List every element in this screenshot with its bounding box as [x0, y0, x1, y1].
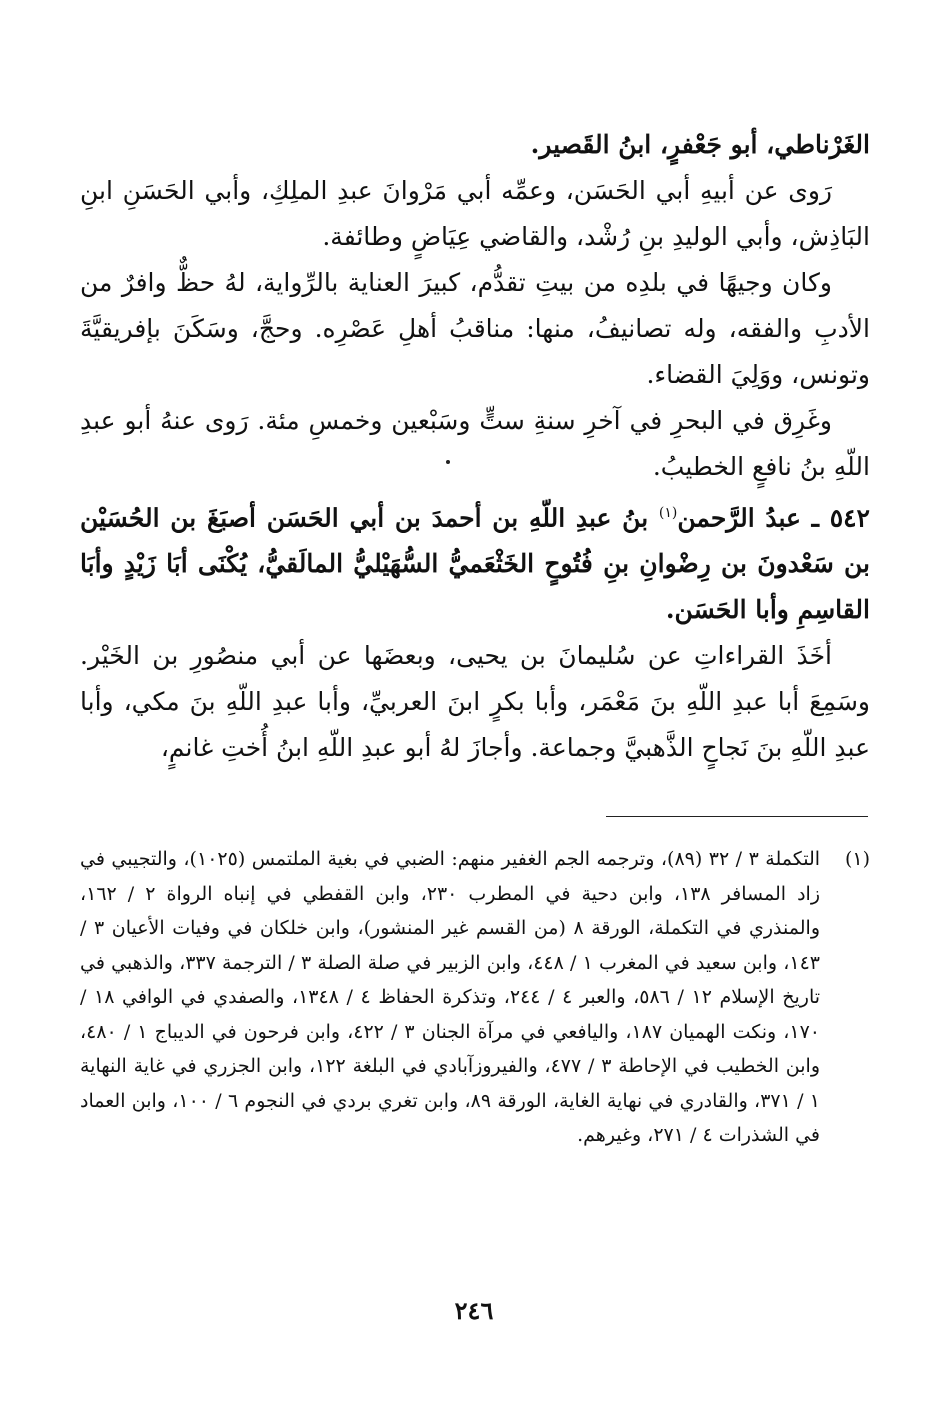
footnote-text: التكملة ٣ / ٣٢ (٨٩)، وترجمه الجم الغفير منهم: الضبي في بغية الملتمس (١٠٢٥)، والتجيبي في زاد المسافر ١٣٨، وابن دحية في المطرب ٢٣٠، وابن القفطي في إنباه الرواة ٢ / ١٦٢، والمنذري في التكملة، الورقة ٨ (من القسم غير المنشور)، وابن خلكان في وفيات الأعيان ٣ / ١٤٣، وابن سعيد في المغرب ١ / ٤٤٨، وابن الزبير في صلة الصلة ٣ / الترجمة ٣٣٧، والذهبي في تاريخ الإسلام ١٢ / ٥٨٦، والعبر ٤ / ٢٤٤، وتذكرة الحفاظ ٤ / ١٣٤٨، والصفدي في الوافي ١٨ / ١٧٠، ونكت الهميان ١٨٧، واليافعي في مرآة الجنان ٣ / ٤٢٢، وابن فرحون في الديباج ١ / ٤٨٠، وابن الخطيب في الإحاطة ٣ / ٤٧٧، والفيروزآبادي في البلغة ١٢٢، وابن الجزري في غاية النهاية ١ / ٣٧١، والقادري في نهاية الغاية، الورقة ٨٩، وابن تغري بردي في النجوم ٦ / ١٠٠، وابن العماد في الشذرات ٤ / ٢٧١، وغيرهم.: [80, 848, 821, 1146]
footnote-separator: [606, 816, 868, 817]
main-text-block: [80, 122, 870, 771]
paragraph-biography: وكان وجيهًا في بلدِه من بيتِ تقدُّم، كبيرَ العناية بالرِّواية، لهُ حظٌّ وافرٌ من الأدبِ والفقه، وله تصانيفُ، منها: مناقبُ أهلِ عَصْرِه. وحجَّ، وسَكَنَ بإفريقيَّةَ وتونس، ووَلِيَ القضاء.: [80, 268, 870, 389]
entry-number: ٥٤٢ ـ: [811, 503, 870, 533]
entry-heading-continuation: الغَرْناطي، أبو جَعْفرٍ، ابنُ القَصير.: [530, 130, 870, 159]
paragraph-death: وغَرِق في البحرِ في آخرِ سنةِ ستٍّ وسَبْعين وخمسِ مئة. رَوى عنهُ أبو عبدِ اللّهِ بنُ نافعٍ الخطيبُ.: [80, 406, 870, 481]
stray-dot: [446, 460, 450, 464]
footnote-reference: (١): [658, 505, 678, 521]
entry-name-start: عبدُ الرَّحمن: [677, 503, 801, 533]
page-number: ٢٤٦: [454, 1296, 494, 1325]
entry-name-rest: بنُ عبدِ اللّهِ بن أحمدَ بن أبي الحَسَن أصبَغَ بن الحُسَيْن بن سَعْدونَ بن رِضْوانِ بنِ فُتُوحٍ الخَثْعَميُّ السُّهَيْليُّ المالَقيُّ، يُكْنَى أبَا زَيْدٍ وأبَا القاسِمِ وأبا الحَسَن.: [80, 503, 870, 625]
footnote: [80, 842, 870, 1153]
entry-542-heading: [80, 490, 870, 633]
paragraph-teachers: أخَذَ القراءاتِ عن سُليمانَ بن يحيى، وبعضَها عن أبي منصُورِ بن الخَيْر. وسَمِعَ أبا عبدِ اللّهِ بنَ مَعْمَر، وأبا بكرٍ ابنَ العربيِّ، وأبا عبدِ اللّهِ بنَ مكي، وأبا عبدِ اللّهِ بنَ نَجاحٍ الذَّهبيَّ وجماعة. وأجازَ لهُ أبو عبدِ اللّهِ ابنُ أُختِ غانمٍ،: [80, 641, 870, 763]
footnote-marker: (١): [844, 848, 870, 870]
paragraph-narrators: رَوى عن أبيهِ أبي الحَسَن، وعمِّه أبي مَرْوانَ عبدِ الملِكِ، وأبي الحَسَنِ ابنِ البَاذِش، وأبي الوليدِ بنِ رُشْد، والقاضي عِيَاضٍ وطائفة.: [80, 176, 870, 251]
